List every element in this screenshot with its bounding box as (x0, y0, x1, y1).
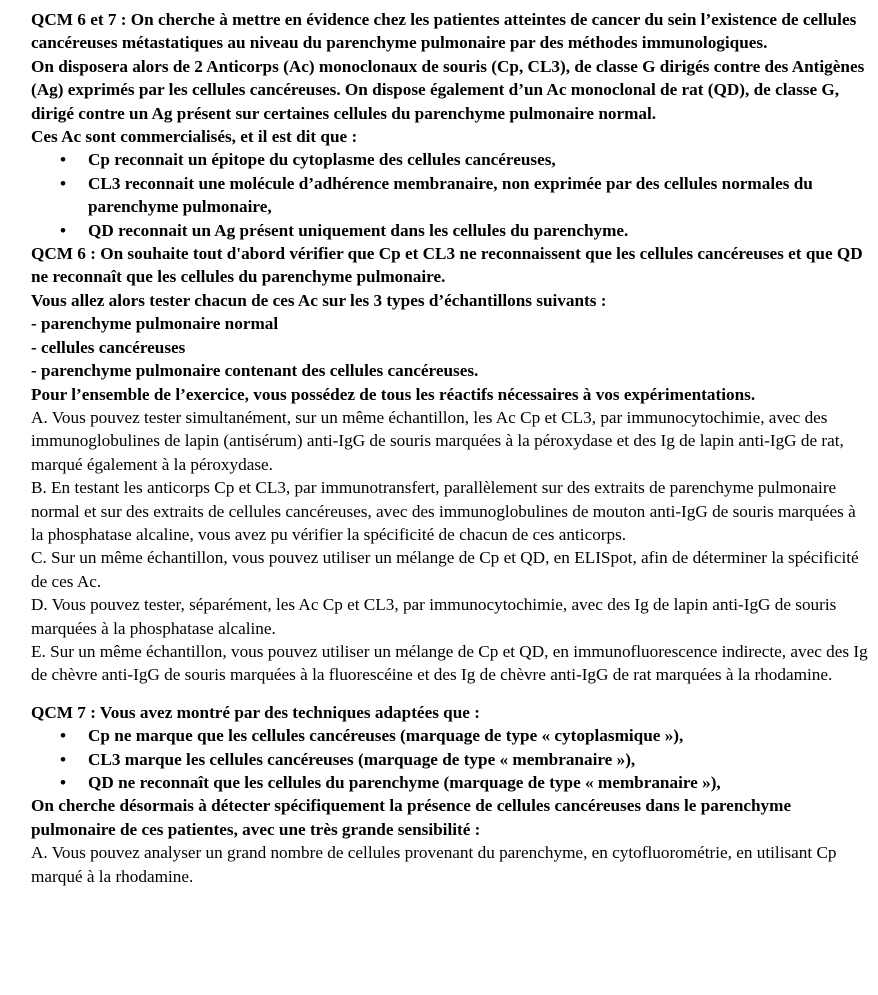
intro-bullet-cl3: • CL3 reconnait une molécule d’adhérence membranaire, non exprimée par des cellules normales du parenchyme pulmonaire, (88, 172, 868, 219)
qcm7-bullet-list (31, 724, 868, 794)
qcm7-question: On cherche désormais à détecter spécifiquement la présence de cellules cancéreuses dans le parenchyme pulmonaire de ces patientes, avec une très grande sensibilité : (31, 796, 792, 839)
qcm6-reagents-note: Pour l’ensemble de l’exercice, vous possédez de tous les réactifs nécessaires à vos expérimentations. (31, 384, 756, 404)
qcm7-option-a: A. Vous pouvez analyser un grand nombre de cellules provenant du parenchyme, en cytofluorométrie, en utilisant Cp marqué à la rhodamine. (31, 843, 837, 886)
qcm6-instruction: Vous allez alors tester chacun de ces Ac sur les 3 types d’échantillons suivants : (31, 290, 607, 310)
intro-bullet-list (31, 148, 868, 242)
qcm6-option-b: B. En testant les anticorps Cp et CL3, par immunotransfert, parallèlement sur des extraits de parenchyme pulmonaire normal et sur des extraits de cellules cancéreuses, avec des immunoglobulines de mouton anti-IgG de souris marquées à la phosphatase alcaline, vous avez pu vérifier la spécificité de chacun de ces anticorps. (31, 478, 856, 544)
intro-context: QCM 6 et 7 : On cherche à mettre en évidence chez les patientes atteintes de cancer du sein l’existence de cellules cancéreuses métastatiques au niveau du parenchyme pulmonaire par des méthodes immunologiques. (31, 10, 857, 53)
qcm6-option-e: E. Sur un même échantillon, vous pouvez utiliser un mélange de Cp et QD, en immunofluorescence indirecte, avec des Ig de chèvre anti-IgG de souris marquées à la fluorescéine et des Ig de chèvre anti-IgG de rat marquées à la rhodamine. (31, 641, 868, 685)
qcm6-option-a: A. Vous pouvez tester simultanément, sur un même échantillon, les Ac Cp et CL3, par immunocytochimie, avec des immunoglobulines de lapin (antisérum) anti-IgG de souris marquées à la péroxydase et des Ig de lapin anti-IgG de rat, marqué également à la péroxydase. (31, 407, 844, 474)
qcm6-heading: QCM 6 : On souhaite tout d'abord vérifier que Cp et CL3 ne reconnaissent que les cellules cancéreuses et que QD ne reconnaît que les cellules du parenchyme pulmonaire. (31, 244, 863, 287)
intro-antibodies: On disposera alors de 2 Anticorps (Ac) monoclonaux de souris (Cp, CL3), de classe G dirigés contre des Antigènes (Ag) exprimés par les cellules cancéreuses. On dispose également d’un Ac monoclonal de rat (QD), de classe G, dirigé contre un Ag présent sur certaines cellules du parenchyme pulmonaire normal. (31, 56, 865, 123)
qcm6-sample-2: - cellules cancéreuses (31, 337, 186, 357)
intro-bullet-cp: • Cp reconnait un épitope du cytoplasme des cellules cancéreuses, (88, 148, 868, 171)
intro-bullet-qd: • QD reconnait un Ag présent uniquement dans les cellules du parenchyme. (88, 219, 868, 242)
qcm7-bullet-cp: • Cp ne marque que les cellules cancéreuses (marquage de type « cytoplasmique »), (88, 724, 868, 747)
qcm7-bullet-cl3: • CL3 marque les cellules cancéreuses (marquage de type « membranaire »), (88, 748, 868, 771)
qcm6-sample-1: - parenchyme pulmonaire normal (31, 314, 279, 334)
qcm6-sample-3: - parenchyme pulmonaire contenant des cellules cancéreuses. (31, 361, 479, 381)
section-gap (31, 687, 868, 701)
qcm7-bullet-qd: • QD ne reconnaît que les cellules du parenchyme (marquage de type « membranaire »), (88, 771, 868, 794)
qcm7-heading: QCM 7 : Vous avez montré par des techniques adaptées que : (31, 702, 480, 722)
intro-commercial: Ces Ac sont commercialisés, et il est dit que : (31, 127, 358, 147)
qcm6-option-c: C. Sur un même échantillon, vous pouvez utiliser un mélange de Cp et QD, en ELISpot, afin de déterminer la spécificité de ces Ac. (31, 548, 859, 591)
qcm6-option-d: D. Vous pouvez tester, séparément, les Ac Cp et CL3, par immunocytochimie, avec des Ig de lapin anti-IgG de souris marquées à la phosphatase alcaline. (31, 595, 837, 638)
